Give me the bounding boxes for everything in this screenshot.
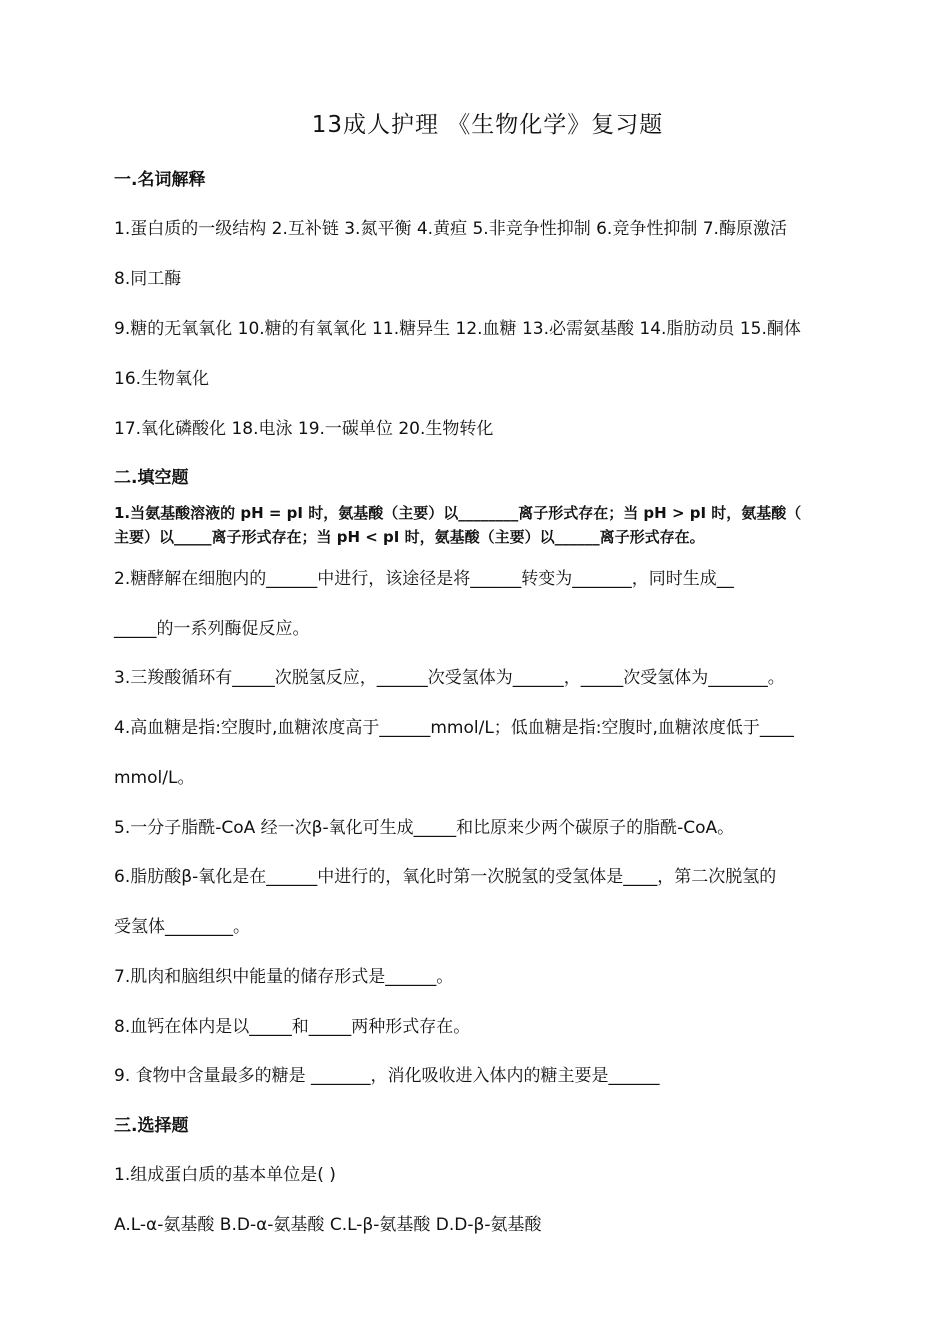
definitions-line-3: 9.糖的无氧氧化 10.糖的有氧氧化 11.糖异生 12.血糖 13.必需氨基酸 14.脂肪动员 15.酮体 — [114, 319, 801, 339]
section-heading-fill-in: 二.填空题 — [114, 468, 189, 488]
fill-in-line: _____的一系列酶促反应。 — [114, 619, 310, 639]
fill-in-line: 5.一分子脂酰-CoA 经一次β-氧化可生成_____和比原来少两个碳原子的脂酰-CoA。 — [114, 818, 735, 838]
fill-in-line: 8.血钙在体内是以_____和_____两种形式存在。 — [114, 1017, 471, 1037]
fill-in-line: 3.三羧酸循环有_____次脱氢反应，______次受氢体为______，_____次受氢体为_______。 — [114, 668, 785, 688]
definitions-line-2: 8.同工酶 — [114, 269, 182, 289]
fill-in-line: 7.肌肉和脑组织中能量的储存形式是______。 — [114, 967, 454, 987]
definitions-line-1: 1.蛋白质的一级结构 2.互补链 3.氮平衡 4.黄疸 5.非竞争性抑制 6.竞争性抑制 7.酶原激活 — [114, 219, 787, 239]
choice-options-1: A.L-α-氨基酸 B.D-α-氨基酸 C.L-β-氨基酸 D.D-β-氨基酸 — [114, 1215, 542, 1235]
fill-in-line: 6.脂肪酸β-氧化是在______中进行的，氧化时第一次脱氢的受氢体是____，第二次脱氢的 — [114, 867, 777, 887]
fill-in-line: 受氢体________。 — [114, 917, 250, 937]
definitions-line-4: 16.生物氧化 — [114, 369, 210, 389]
page-title: 13成人护理 《生物化学》复习题 — [311, 112, 664, 138]
fill-in-question-1-line-1: 1.当氨基酸溶液的 pH = pI 时，氨基酸（主要）以________离子形式存在；当 pH > pI 时，氨基酸（ — [114, 504, 802, 522]
section-heading-definitions: 一.名词解释 — [114, 170, 206, 190]
fill-in-line: mmol/L。 — [114, 768, 195, 788]
fill-in-question-1-line-2: 主要）以_____离子形式存在；当 pH < pI 时，氨基酸（主要）以______离子形式存在。 — [114, 528, 705, 546]
fill-in-line: 9. 食物中含量最多的糖是 _______，消化吸收进入体内的糖主要是______ — [114, 1066, 660, 1086]
choice-question-1: 1.组成蛋白质的基本单位是( ) — [114, 1165, 336, 1185]
fill-in-line: 2.糖酵解在细胞内的______中进行，该途径是将______转变为_______，同时生成__ — [114, 569, 734, 589]
definitions-line-5: 17.氧化磷酸化 18.电泳 19.一碳单位 20.生物转化 — [114, 419, 494, 439]
section-heading-multiple-choice: 三.选择题 — [114, 1116, 189, 1136]
fill-in-line: 4.高血糖是指:空腹时,血糖浓度高于______mmol/L；低血糖是指:空腹时,血糖浓度低于____ — [114, 718, 794, 738]
